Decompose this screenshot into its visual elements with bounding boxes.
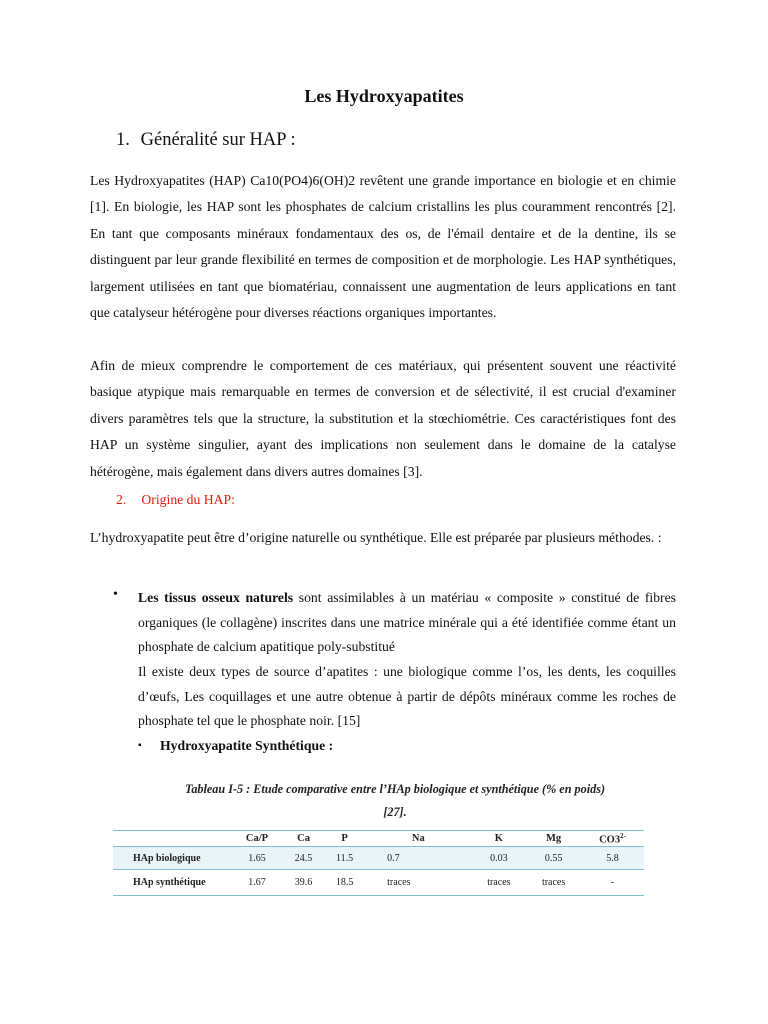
table-cell: - — [581, 870, 644, 896]
table-cell: traces — [526, 870, 581, 896]
table-cell: traces — [472, 870, 527, 896]
table-cell: 0.55 — [526, 847, 581, 870]
bullet-continuation: Il existe deux types de source d’apatites : une biologique comme l’os, les dents, les coquilles d’œufs, Les coquillages et une autre obtenue à partir de dépôts minéraux comme les roches de phosphate tel que le phosphate noir. [15] — [138, 664, 676, 729]
table-header-cell: K — [472, 831, 527, 847]
table-cell: 5.8 — [581, 847, 644, 870]
section-1-heading — [116, 130, 296, 151]
section-2-number: 2. — [116, 492, 127, 507]
bullet-item-natural-tissue — [138, 586, 676, 660]
table-cell: 0.7 — [365, 847, 471, 870]
table-caption-line-2: [27]. — [383, 805, 407, 819]
subitem-synthetic-hydroxyapatite: Hydroxyapatite Synthétique : — [160, 738, 334, 753]
section-1-number: 1. — [116, 130, 130, 150]
table-row — [113, 870, 644, 896]
table-cell: HAp biologique — [113, 847, 231, 870]
section-2-title: Origine du HAP: — [141, 492, 235, 507]
table-header-cell-co3 — [581, 831, 644, 847]
table-header-cell: Ca/P — [231, 831, 283, 847]
section-2-heading — [116, 492, 235, 508]
table-header-cell: P — [324, 831, 365, 847]
table-header-cell: Mg — [526, 831, 581, 847]
section-1-title: Généralité sur HAP : — [140, 130, 296, 150]
table-cell: 11.5 — [324, 847, 365, 870]
table-cell: 39.6 — [283, 870, 324, 896]
document-title: Les Hydroxyapatites — [304, 86, 464, 106]
table-header-cell: Na — [365, 831, 471, 847]
table-header-cell — [113, 831, 231, 847]
table-cell: 1.65 — [231, 847, 283, 870]
bullet-text: sont assimilables à un matériau « composite » constitué de fibres organiques (le collagène) inscrites dans une matrice minérale qui a été identifiée comme étant un phosphate de calcium apatitique poly-substitué — [138, 590, 676, 655]
table-cell: 1.67 — [231, 870, 283, 896]
bullet-marker: • — [113, 587, 118, 602]
paragraph-2: Afin de mieux comprendre le comportement de ces matériaux, qui présentent souvent une réactivité basique atypique mais remarquable en termes de conversion et de sélectivité, il est crucial d'examiner divers paramètres tels que la structure, la substitution et la stœchiométrie. Ces caractéristiques font des HAP un système singulier, ayant des implications non seulement dans le domaine de la catalyse hétérogène, mais également dans divers autres domaines [3]. — [90, 358, 676, 479]
table-caption — [110, 778, 680, 824]
co3-label: CO3 — [599, 834, 621, 846]
paragraph-3: L’hydroxyapatite peut être d’origine naturelle ou synthétique. Elle est préparée par plusieurs méthodes. : — [90, 530, 662, 545]
comparison-table — [113, 830, 644, 896]
bullet-bold-term: Les tissus osseux naturels — [138, 590, 294, 605]
table-cell: 18.5 — [324, 870, 365, 896]
co3-charge: 2- — [620, 831, 626, 840]
table-cell: HAp synthétique — [113, 870, 231, 896]
table-cell: traces — [365, 870, 471, 896]
paragraph-1: Les Hydroxyapatites (HAP) Ca10(PO4)6(OH)2 revêtent une grande importance en biologie et en chimie [1]. En biologie, les HAP sont les phosphates de calcium cristallins les plus couramment rencontrés [2]. En tant que composants minéraux fondamentaux des os, de l'émail dentaire et de la dentine, ils se distinguent par leur grande flexibilité en termes de composition et de morphologie. Les HAP synthétiques, largement utilisées en tant que biomatériau, connaissent une augmentation de leurs applications en tant que catalyseur hétérogène pour diverses réactions organiques importantes. — [90, 173, 676, 321]
table-caption-line-1: Tableau I-5 : Etude comparative entre l’HAp biologique et synthétique (% en poids) — [185, 782, 605, 796]
table-cell: 24.5 — [283, 847, 324, 870]
table-row — [113, 847, 644, 870]
table-header-cell: Ca — [283, 831, 324, 847]
subitem-marker: ▪ — [138, 740, 142, 751]
table-cell: 0.03 — [472, 847, 527, 870]
table-header-row — [113, 831, 644, 847]
